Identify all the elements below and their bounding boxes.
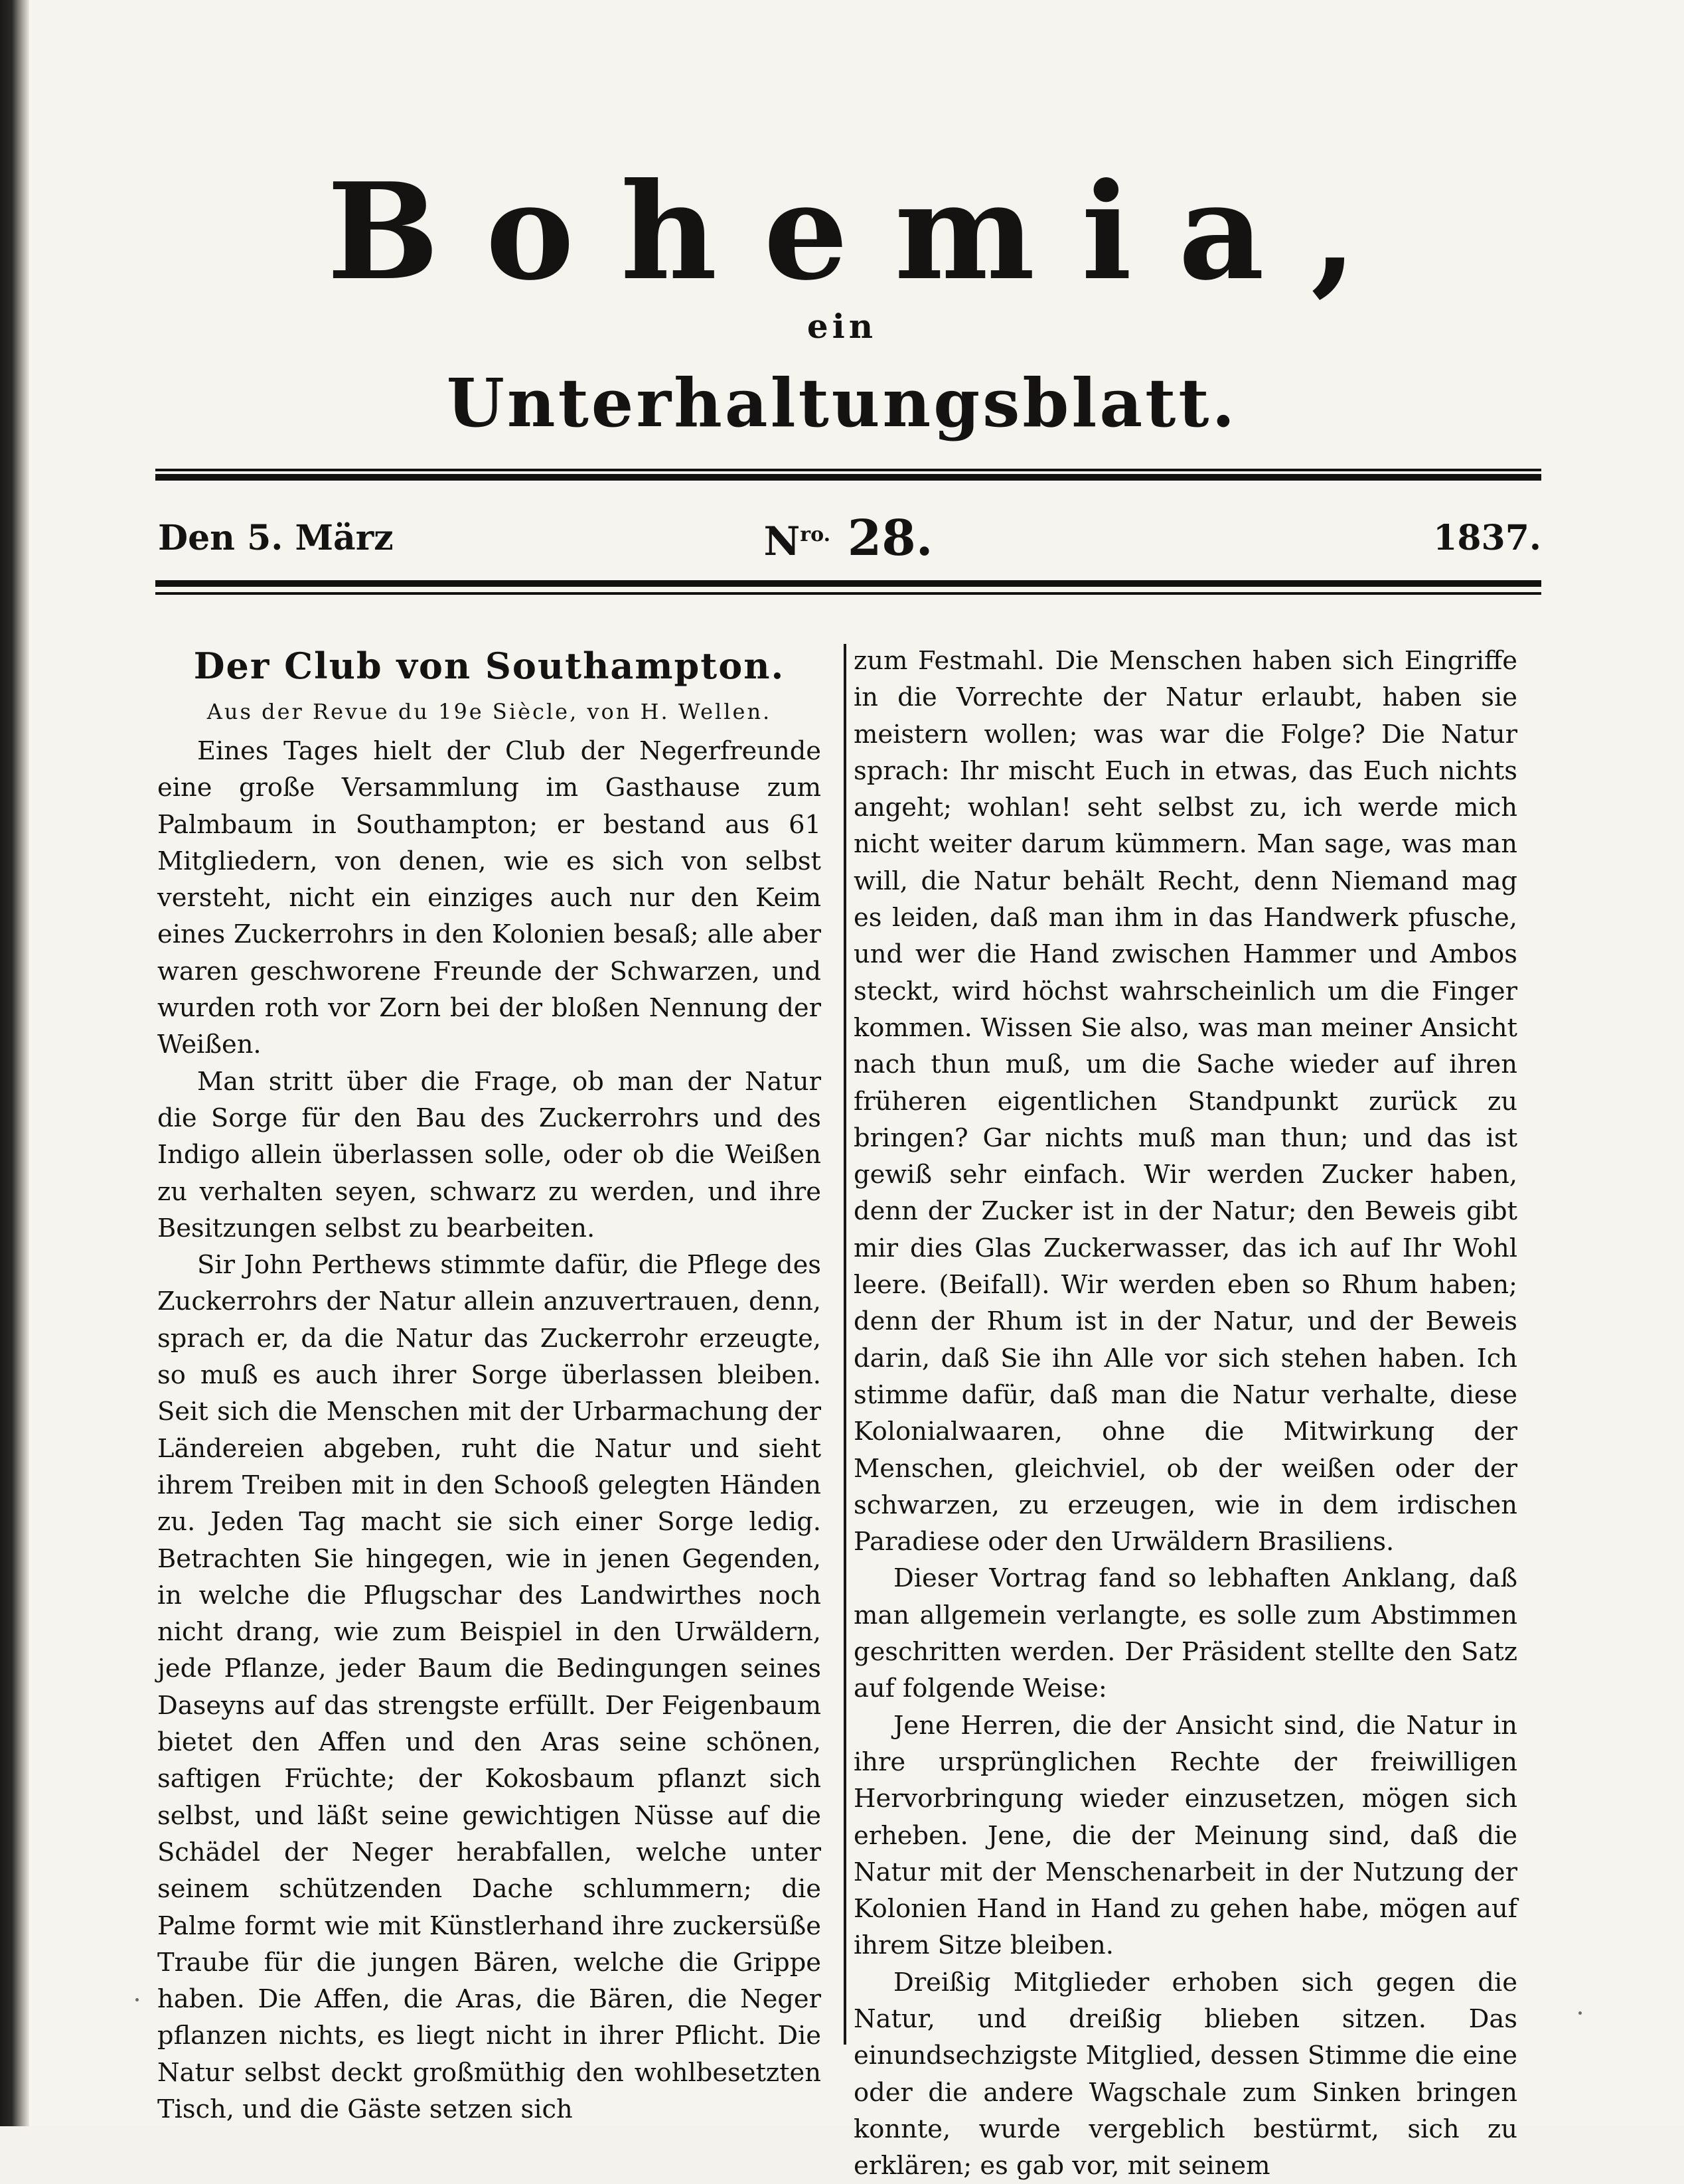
masthead-title: Bohemia, [327, 154, 1404, 310]
article-title: Der Club von Southampton. [193, 645, 785, 687]
number-value: 28. [847, 510, 933, 567]
scan-speck [1578, 2011, 1582, 2015]
number-prefix-suffix: ro. [800, 523, 831, 546]
masthead-subtitle: Unterhaltungsblatt. [446, 364, 1238, 442]
bottom-rule-thin [155, 592, 1541, 595]
issue-date: Den 5. März [158, 518, 394, 558]
paragraph: zum Festmahl. Die Menschen haben sich Eingriffe in die Vorrechte der Natur erlaubt, haben sie meistern wollen; was war die Folge? Die Natur sprach: Ihr mischt Euch in etwas, das Euch nichts angeht; wohlan! seht selbst zu, ich werde mich nicht weiter darum kümmern. Man sage, was man will, die Natur behält Recht, denn Niemand mag es leiden, daß man ihm in das Handwerk pfusche, und wer die Hand zwischen Hammer und Ambos steckt, wird höchst wahrscheinlich um die Finger kommen. Wissen Sie also, was man meiner Ansicht nach thun muß, um die Sache wieder auf ihren früheren eigentlichen Standpunkt zurück zu bringen? Gar nichts muß man thun; und das ist gewiß sehr einfach. Wir werden Zucker haben, denn der Zucker ist in der Natur; den Beweis gibt mir dies Glas Zuckerwasser, das ich auf Ihr Wohl leere. (Beifall). Wir werden eben so Rhum haben; denn der Rhum ist in der Natur, und der Beweis darin, daß Sie ihn Alle vor sich stehen haben. Ich stimme dafür, daß man die Natur verhalte, diese Kolonialwaaren, ohne die Mitwirkung der Menschen, gleichviel, ob der weißen oder der schwarzen, zu erzeugen, wie in dem irdischen Paradiese oder den Urwäldern Brasiliens. [854, 646, 1517, 1557]
issue-number [155, 510, 1541, 567]
paragraph: Dreißig Mitglieder erhoben sich gegen die Natur, und dreißig blieben sitzen. Das einundsechzigste Mitglied, dessen Stimme die eine oder die andere Wagschale zum Sinken bringen konnte, wurde vergeblich bestürmt, sich zu erklären; es gab vor, mit seinem [854, 1967, 1517, 2181]
scan-speck [135, 1998, 139, 2001]
article-source: Aus der Revue du 19e Siècle, von H. Wellen. [206, 699, 772, 724]
top-rule-thick [155, 474, 1541, 481]
paragraph: Sir John Perthews stimmte dafür, die Pflege des Zuckerrohrs der Natur allein anzuvertrauen, denn, sprach er, da die Natur das Zuckerrohr erzeugte, so muß es auch ihrer Sorge überlassen bleiben. Seit sich die Menschen mit der Urbarmachung der Ländereien abgeben, ruht die Natur und sieht ihrem Treiben mit in den Schooß gelegten Händen zu. Jeden Tag macht sie sich einer Sorge ledig. Betrachten Sie hingegen, wie in jenen Gegenden, in welche die Pflugschar des Landwirthes noch nicht drang, wie zum Beispiel in den Urwäldern, jede Pflanze, jeder Baum die Bedingungen seines Daseyns auf das strengste erfüllt. Der Feigenbaum bietet den Affen und den Aras seine schönen, saftigen Früchte; der Kokosbaum pflanzt sich selbst, und läßt seine gewichtigen Nüsse auf die Schädel der Neger herabfallen, welche unter seinem schützenden Dache schlummern; die Palme formt wie mit Künstlerhand ihre zuckersüße Traube für die jungen Bären, welche die Grippe haben. Die Affen, die Aras, die Bären, die Neger pflanzen nichts, es liegt nicht in ihrer Pflicht. Die Natur selbst deckt großmüthig den wohlbesetzten Tisch, und die Gäste setzen sich [157, 1250, 821, 2124]
paragraph: Dieser Vortrag fand so lebhaften Anklang, daß man allgemein verlangte, es solle zum Abstimmen geschritten werden. Der Präsident stellte den Satz auf folgende Weise: [854, 1563, 1517, 1704]
bottom-rule-thick [155, 580, 1541, 587]
paragraph: Man stritt über die Frage, ob man der Natur die Sorge für den Bau des Zuckerrohrs und des Indigo allein überlassen solle, oder ob die Weißen zu verhalten seyen, schwarz zu werden, und ihre Besitzungen selbst zu bearbeiten. [157, 1066, 821, 1243]
column-right [854, 643, 1517, 2184]
number-prefix-letter: N [763, 518, 801, 565]
paragraph: Eines Tages hielt der Club der Negerfreunde eine große Versammlung im Gasthause zum Palmbaum in Southampton; er bestand aus 61 Mitgliedern, von denen, wie es sich von selbst versteht, nicht ein einziges auch nur den Keim eines Zuckerrohrs in den Kolonien besaß; alle aber waren geschworene Freunde der Schwarzen, und wurden roth vor Zorn bei der bloßen Nennung der Weißen. [157, 736, 821, 1060]
column-divider [844, 644, 846, 2045]
paragraph: Jene Herren, die der Ansicht sind, die Natur in ihre ursprünglichen Rechte der freiwilligen Hervorbringung wieder einzusetzen, mögen sich erheben. Jene, die der Meinung sind, daß die Natur mit der Menschenarbeit in der Nutzung der Kolonien Hand in Hand zu gehen habe, mögen auf ihrem Sitze bleiben. [854, 1710, 1517, 1961]
top-rule-thin [155, 469, 1541, 471]
issue-year: 1837. [1433, 518, 1541, 558]
dateline [155, 510, 1541, 570]
column-left [157, 643, 821, 2128]
masthead-ein: ein [806, 307, 878, 346]
number-prefix [763, 518, 830, 565]
